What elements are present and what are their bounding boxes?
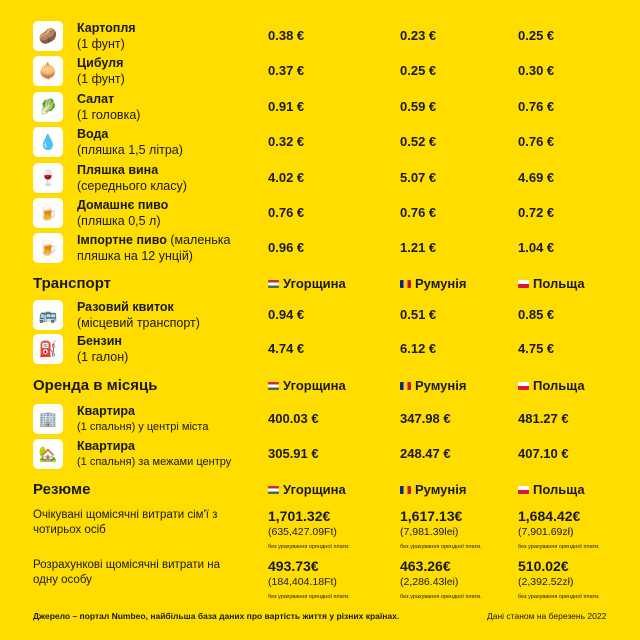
price-hungary: 305.91 € [268,446,319,461]
price-hungary: 0.91 € [268,99,305,114]
poland-flag-icon [518,280,529,288]
hungary-flag-icon [268,280,279,288]
item-row-lettuce [0,91,640,123]
country-name: Польща [533,482,585,497]
price-hungary: 0.32 € [268,134,305,149]
footer-date: Дані станом на березень 2022 [487,611,607,621]
lettuce-icon: 🥬 [33,92,63,122]
summary-local: (2,392.52zł) [518,576,574,588]
romania-flag-icon [400,486,411,494]
country-name: Угорщина [283,276,346,291]
item-label [77,91,257,123]
summary-eur: 1,701.32€ [268,508,331,524]
price-romania: 0.76 € [400,205,437,220]
summary-cell-romania [400,508,520,551]
column-header-romania [400,378,466,393]
item-name: Вода [77,127,109,141]
price-romania: 0.51 € [400,307,437,322]
item-detail: (1 фунт) [77,37,125,51]
item-row-imported-beer [0,232,640,264]
item-detail: (пляшка 1,5 літра) [77,143,183,157]
footer-source: Джерело – портал Numbeo, найбільша база даних про вартість життя у різних країнах. [33,611,400,621]
section-title-rent: Оренда в місяць [33,377,158,394]
price-romania: 1.21 € [400,240,437,255]
item-label [77,232,277,264]
item-detail: (1 фунт) [77,72,125,86]
summary-cell-poland [518,558,638,601]
price-hungary: 0.38 € [268,28,305,43]
column-header-romania [400,276,466,291]
column-header-hungary [268,378,346,393]
price-hungary: 0.96 € [268,240,305,255]
item-detail: (місцевий транспорт) [77,316,200,330]
price-romania: 248.47 € [400,446,451,461]
price-poland: 4.75 € [518,341,555,356]
item-row-wine [0,162,640,194]
price-romania: 6.12 € [400,341,437,356]
summary-note: без урахування орендної плати. [518,594,600,600]
column-header-hungary [268,276,346,291]
section-title-summary: Резюме [33,481,91,498]
price-hungary: 0.94 € [268,307,305,322]
country-name: Польща [533,378,585,393]
price-poland: 481.27 € [518,411,569,426]
wine-glass-icon: 🍷 [33,163,63,193]
price-poland: 407.10 € [518,446,569,461]
item-detail: (1 спальня) у центрі міста [77,421,209,433]
item-name: Картопля [77,21,136,35]
item-label [77,162,257,194]
item-label [77,333,257,365]
country-name: Румунія [415,276,467,291]
hungary-flag-icon [268,486,279,494]
price-hungary: 4.02 € [268,170,305,185]
item-name: Бензин [77,334,122,348]
item-name: Салат [77,92,115,106]
water-drop-icon: 💧 [33,127,63,157]
item-row-potato [0,20,640,52]
summary-local: (635,427.09Ft) [268,526,337,538]
column-header-romania [400,482,466,497]
item-name: Пляшка вина [77,163,159,177]
item-label [77,299,257,331]
item-name: Разовий квиток [77,300,174,314]
summary-eur: 1,684.42€ [518,508,581,524]
summary-cell-poland [518,508,638,551]
price-poland: 0.76 € [518,99,555,114]
summary-local: (2,286.43lei) [400,576,459,588]
item-name: Квартира [77,439,135,453]
item-label [77,197,257,229]
item-detail: (1 галон) [77,350,129,364]
item-name: Квартира [77,404,135,418]
house-garden-icon: 🏡 [33,439,63,469]
poland-flag-icon [518,382,529,390]
price-poland: 0.72 € [518,205,555,220]
office-building-icon: 🏢 [33,404,63,434]
summary-eur: 493.73€ [268,558,319,574]
item-row-water [0,126,640,158]
summary-label-person: Розрахункові щомісячні витрати на одну особу [33,559,220,586]
item-label [77,403,267,435]
romania-flag-icon [400,382,411,390]
item-detail: (пляшка 0,5 л) [77,214,161,228]
column-header-poland [518,482,585,497]
summary-cell-romania [400,558,520,601]
item-detail-inline: (маленька [166,233,231,247]
price-romania: 347.98 € [400,411,451,426]
beer-mug-icon: 🍺 [33,233,63,263]
column-header-poland [518,276,585,291]
summary-note: без урахування орендної плати. [268,544,350,550]
price-hungary: 400.03 € [268,411,319,426]
summary-eur: 510.02€ [518,558,569,574]
summary-cell-hungary [268,508,388,551]
price-romania: 0.25 € [400,63,437,78]
price-romania: 0.59 € [400,99,437,114]
poland-flag-icon [518,486,529,494]
summary-eur: 463.26€ [400,558,451,574]
price-hungary: 4.74 € [268,341,305,356]
country-name: Румунія [415,482,467,497]
country-name: Угорщина [283,378,346,393]
price-poland: 0.30 € [518,63,555,78]
beer-mug-icon: 🍺 [33,198,63,228]
price-poland: 0.85 € [518,307,555,322]
item-row-apartment-outside [0,438,640,470]
fuel-pump-icon: ⛽ [33,334,63,364]
item-label [77,55,257,87]
item-detail: пляшка на 12 унцій) [77,249,193,263]
item-detail: (1 головка) [77,108,141,122]
price-romania: 0.52 € [400,134,437,149]
price-romania: 0.23 € [400,28,437,43]
price-poland: 0.76 € [518,134,555,149]
country-name: Угорщина [283,482,346,497]
summary-label-family: Очікувані щомісячні витрати сім'ї з чотирьох осіб [33,509,218,536]
price-romania: 5.07 € [400,170,437,185]
section-title-transport: Транспорт [33,275,112,292]
summary-local: (184,404.18Ft) [268,576,337,588]
summary-note: без урахування орендної плати. [268,594,350,600]
item-row-apartment-center [0,403,640,435]
item-label [77,126,257,158]
bus-icon: 🚌 [33,300,63,330]
summary-cell-hungary [268,558,388,601]
country-name: Румунія [415,378,467,393]
summary-local: (7,901.69zł) [518,526,574,538]
summary-eur: 1,617.13€ [400,508,463,524]
item-name: Імпортне пиво [77,233,167,247]
item-row-ticket [0,299,640,331]
item-row-gasoline [0,333,640,365]
summary-note: без урахування орендної плати. [400,544,482,550]
price-poland: 1.04 € [518,240,555,255]
column-header-hungary [268,482,346,497]
price-poland: 0.25 € [518,28,555,43]
item-name: Домашнє пиво [77,198,169,212]
price-hungary: 0.76 € [268,205,305,220]
country-name: Польща [533,276,585,291]
onion-icon: 🧅 [33,56,63,86]
summary-local: (7,981.39lei) [400,526,459,538]
item-row-domestic-beer [0,197,640,229]
item-detail: (середнього класу) [77,179,187,193]
item-label [77,20,257,52]
price-hungary: 0.37 € [268,63,305,78]
romania-flag-icon [400,280,411,288]
column-header-poland [518,378,585,393]
item-row-onion [0,55,640,87]
summary-note: без урахування орендної плати. [518,544,600,550]
summary-note: без урахування орендної плати. [400,594,482,600]
item-name: Цибуля [77,56,124,70]
item-label [77,438,267,470]
hungary-flag-icon [268,382,279,390]
price-poland: 4.69 € [518,170,555,185]
item-detail: (1 спальня) за межами центру [77,456,232,468]
potato-icon: 🥔 [33,21,63,51]
